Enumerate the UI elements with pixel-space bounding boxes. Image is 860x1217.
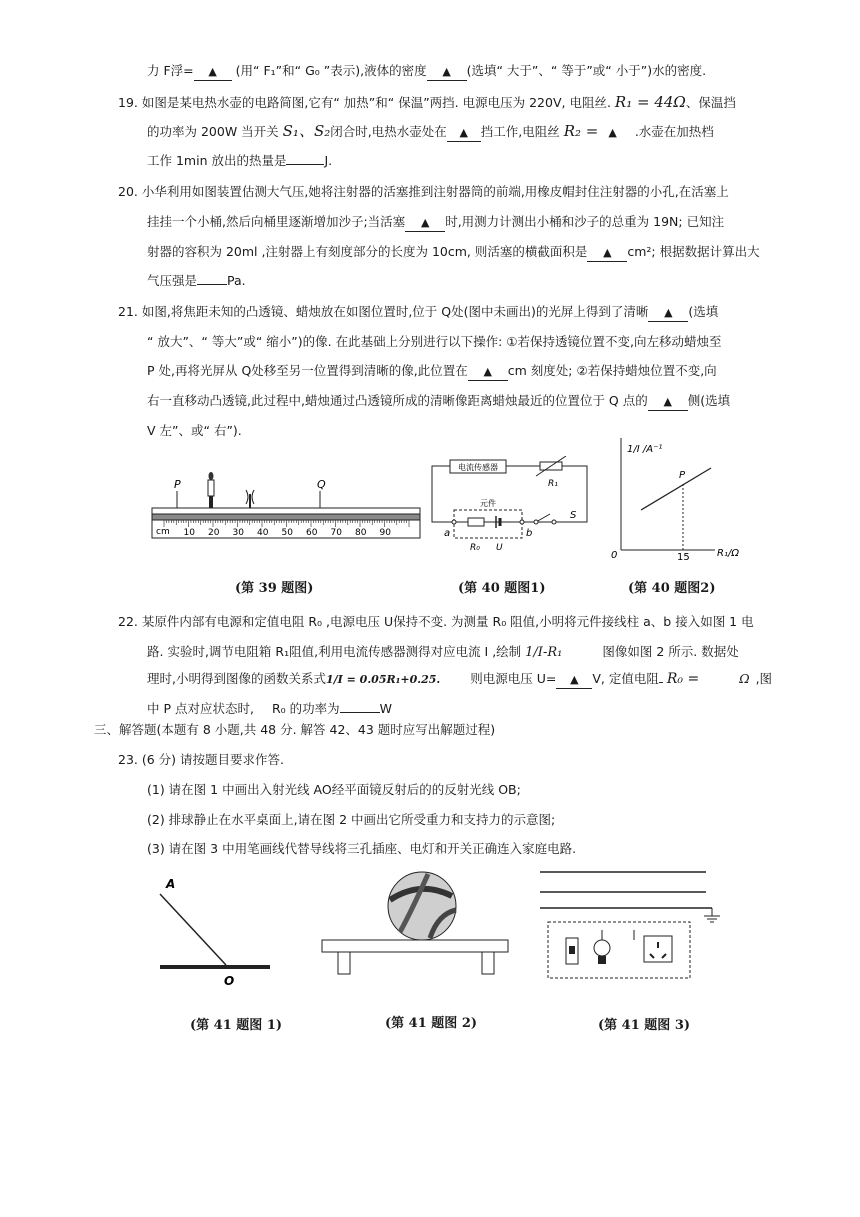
label-a: A (166, 877, 176, 891)
label-q: Q (317, 478, 326, 491)
q22-line-2 (147, 644, 739, 661)
q21-line-4 (147, 393, 730, 411)
ruler-tick-label: 30 (232, 528, 244, 538)
answer-blank: ▲ (447, 125, 481, 142)
figure-caption: (第 40 题图1) (458, 581, 546, 596)
unit-label: cm (156, 527, 170, 537)
q19-line-3 (147, 153, 332, 169)
answer-blank (286, 164, 324, 165)
q22-text: ,图 (755, 671, 773, 686)
figure-caption: (第 40 题图2) (628, 581, 716, 596)
label-o: O (224, 974, 235, 988)
q19-text: 闭合时,电热水壶处在 (330, 124, 447, 139)
household-circuit-figure (538, 864, 728, 984)
q19-text: J. (324, 153, 333, 168)
answer-blank: ▲ (648, 305, 688, 322)
q21-text: cm 刻度处; ②若保持蜡烛位置不变,向 (507, 363, 717, 378)
mirror-surface (160, 965, 270, 969)
graph-figure (603, 432, 763, 560)
q21-line-1 (118, 304, 718, 322)
q19-formula: R₂ = (563, 122, 599, 140)
terminal-b: b (526, 528, 533, 539)
q21-line-5: V 左”、或“ 右”). (147, 423, 242, 438)
answer-blank: ▲ (608, 126, 617, 139)
answer-blank: ▲ (427, 64, 467, 81)
answer-blank: ▲ (194, 64, 232, 81)
q18-suffix: (选填“ 大于”、“ 等于”或“ 小于”)水的密度. (466, 63, 707, 78)
data-line (641, 468, 711, 510)
q21-line-2: “ 放大”、“ 等大”或“ 缩小”)的像. 在此基础上分别进行以下操作: ①若保持透镜位置不变,向左移动蜡烛至 (147, 334, 722, 349)
q18-middle: (用“ F₁”和“ G₀ ”表示),液体的密度 (235, 63, 427, 78)
lens-icon (246, 490, 254, 508)
terminal-a: a (444, 528, 451, 539)
ruler-tick-label: 60 (306, 528, 318, 538)
q22-formula: R₀ = (666, 671, 700, 687)
q20-line-1: 20. 小华利用如图装置估测大气压,她将注射器的活塞推到注射器筒的前端,用橡皮帽封住注射器的小孔,在活塞上 (118, 184, 729, 199)
table-top (322, 940, 508, 952)
q22-line-1: 22. 某原件内部有电源和定值电阻 R₀ ,电源电压 U保持不变. 为测量 R₀ 阻值,小明将元件接线柱 a、b 接入如图 1 电 (118, 614, 754, 629)
ball-table-figure (320, 870, 510, 980)
q19-text: .水壶在加热档 (634, 124, 714, 139)
q19-text: 的功率为 200W 当开关 (147, 124, 279, 139)
u-label: U (496, 543, 503, 553)
ruler-tick-label: 40 (257, 528, 269, 538)
q22-line-3 (147, 671, 772, 689)
q22-unit: Ω (739, 671, 750, 686)
q19-line-1 (118, 94, 736, 111)
q23-part-1: (1) 请在图 1 中画出入射光线 AO经平面镜反射后的的反射光线 OB; (147, 782, 521, 797)
q22-text: R₀ 的功率为 (271, 701, 340, 716)
q22-text: 路. 实验时,调节电阻箱 R₁阻值,利用电流传感器测得对应电流 I ,绘制 (147, 644, 522, 659)
q22-text: W (379, 701, 392, 716)
figure-caption: (第 41 题图 3) (598, 1018, 691, 1033)
q22-text: 理时,小明得到图像的函数关系式 (147, 671, 326, 686)
candle-icon (208, 472, 214, 508)
light-bulb-icon (594, 940, 610, 956)
q21-text: (选填 (688, 304, 719, 319)
ruler-tick-label: 20 (208, 528, 220, 538)
volleyball-icon (388, 872, 456, 940)
q23-part-3: (3) 请在图 3 中用笔画线代替导线将三孔插座、电灯和开关正确连入家庭电路. (147, 841, 577, 856)
switch-label: S (570, 510, 577, 521)
y-axis-label: 1/I /A⁻¹ (627, 444, 663, 455)
label-p: P (174, 478, 181, 491)
origin-label: 0 (611, 550, 618, 560)
answer-blank: ▲ (468, 364, 508, 381)
sensor-label: 电流传感器 (458, 463, 498, 472)
q18-line (147, 63, 706, 81)
ruler-tick-label: 80 (355, 528, 367, 538)
x-tick-15: 15 (677, 552, 690, 560)
q19-text: 工作 1min 放出的热量是 (147, 153, 287, 168)
q20-line-3 (147, 244, 760, 262)
q20-text: 射器的容积为 20ml ,注射器上有刻度部分的长度为 10cm, 则活塞的横截面积是 (147, 244, 588, 259)
x-axis-label: R₁/Ω (717, 548, 739, 559)
bench-rail (152, 508, 420, 514)
q22-line-4 (147, 701, 392, 717)
incident-ray (160, 894, 226, 965)
q22-text: 图像如图 2 所示. 数据处 (602, 644, 739, 659)
q21-text: P 处,再将光屏从 Q处移至另一位置得到清晰的像,此位置在 (147, 363, 468, 378)
section-heading: 三、解答题(本题有 8 小题,共 48 分. 解答 42、43 题时应写出解题过程) (94, 722, 496, 737)
q21-text: 侧(选填 (687, 393, 731, 408)
q23-part-2: (2) 排球静止在水平桌面上,请在图 2 中画出它所受重力和支持力的示意图; (147, 812, 556, 827)
ruler-tick-label: 70 (330, 528, 342, 538)
answer-blank (340, 712, 380, 713)
q22-text: V, 定值电阻 (592, 671, 659, 686)
answer-blank: ▲ (648, 394, 688, 411)
q20-line-4 (147, 273, 246, 289)
answer-blank: ▲ (556, 672, 592, 689)
q19-formula: R₁ = 44Ω (614, 93, 686, 111)
q20-text: 气压强是 (147, 273, 198, 288)
bench-base (152, 514, 420, 520)
answer-blank: ▲ (587, 245, 627, 262)
q20-text: cm²; 根据数据计算出大 (627, 244, 760, 259)
ruler-tick-label: 90 (379, 528, 391, 538)
r0-resistor-icon (468, 518, 484, 526)
optical-bench-figure (150, 470, 422, 542)
q21-line-3 (147, 363, 717, 381)
q23-title: 23. (6 分) 请按题目要求作答. (118, 752, 284, 767)
q20-text: 时,用测力计测出小桶和沙子的总重为 19N; 已知注 (445, 214, 725, 229)
three-pin-socket-icon (644, 936, 672, 962)
q18-prefix: 力 F浮= (147, 63, 194, 78)
component-label: 元件 (480, 499, 496, 508)
q19-text: 19. 如图是某电热水壶的电路简图,它有“ 加热”和“ 保温”两挡. 电源电压为 220V, 电阻丝. (118, 95, 611, 110)
r0-label: R₀ (470, 543, 480, 553)
q19-text: 挡工作,电阻丝 (480, 124, 560, 139)
q19-text: 、保温挡 (685, 95, 736, 110)
r1-label: R₁ (548, 479, 558, 489)
circuit-figure (430, 456, 590, 556)
figure-caption: (第 41 题图 1) (190, 1018, 283, 1033)
q21-text: 21. 如图,将焦距未知的凸透镜、蜡烛放在如图位置时,位于 Q处(图中未画出)的光屏上得到了清晰 (118, 304, 649, 319)
ruler-tick-label: 10 (183, 528, 195, 538)
ruler-tick-label: 50 (281, 528, 293, 538)
q22-formula: 1/I-R₁ (525, 645, 563, 660)
q22-formula: 1/I = 0.05R₁+0.25. (325, 673, 441, 686)
q19-line-2 (147, 123, 714, 142)
q21-text: 右一直移动凸透镜,此过程中,蜡烛通过凸透镜所成的清晰像距离蜡烛最近的位置位于 Q 点的 (147, 393, 648, 408)
q22-text: 中 P 点对应状态时, (147, 701, 254, 716)
table-leg (482, 952, 494, 974)
figure-caption: (第 41 题图 2) (385, 1016, 478, 1031)
q20-text: 挂挂一个小桶,然后向桶里逐渐增加沙子;当活塞 (147, 214, 406, 229)
figure-caption: (第 39 题图) (235, 581, 314, 596)
component-box (454, 510, 522, 538)
q20-text: Pa. (227, 273, 246, 288)
q19-formula: S₁、S₂ (282, 122, 331, 140)
table-leg (338, 952, 350, 974)
answer-blank: ▲ (405, 215, 445, 232)
q22-text: 则电源电压 U= (470, 671, 557, 686)
mirror-figure (150, 872, 290, 992)
q20-line-2 (147, 214, 724, 232)
answer-blank (197, 284, 227, 285)
point-p-label: P (679, 470, 686, 481)
